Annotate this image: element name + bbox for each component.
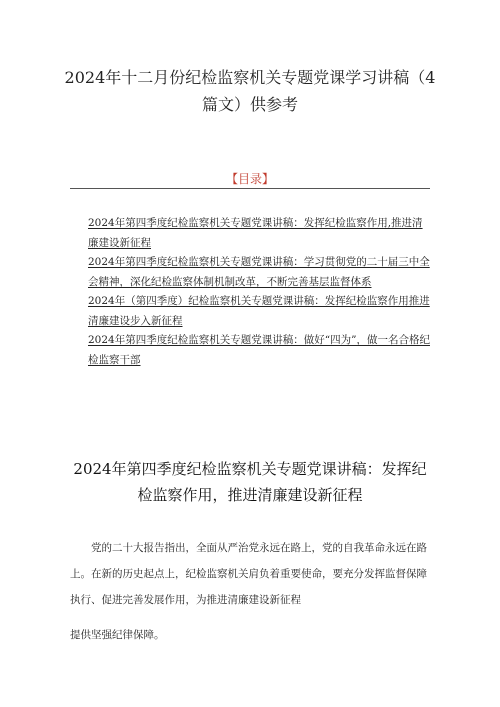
toc-item-1[interactable]: 2024年第四季度纪检监察机关专题党课讲稿：发挥纪检监察作用,推进清廉建设新征程 (88, 217, 423, 249)
toc-item-4[interactable]: 2024年第四季度纪检监察机关专题党课讲稿：做好“四为”，做一名合格纪检监察干部 (88, 334, 430, 366)
document-title: 2024年十二月份纪检监察机关专题党课学习讲稿（4篇文）供参考 (64, 68, 436, 114)
section-title: 2024年第四季度纪检监察机关专题党课讲稿：发挥纪检监察作用，推进清廉建设新征程 (73, 460, 427, 504)
body-paragraph-1: 党的二十大报告指出，全面从严治党永远在路上，党的自我革命永远在路上。在新的历史起点上，纪检监察机关肩负着重要使命，要充分发挥监督保障执行、促进完善发展作用，为推进清廉建设新征程 (70, 542, 427, 606)
toc-item-2[interactable]: 2024年第四季度纪检监察机关专题党课讲稿：学习贯彻党的二十届三中全会精神，深化纪检监察体制机制改革，不断完善基层监督体系 (88, 256, 430, 288)
toc-list (88, 214, 432, 370)
toc-item-3[interactable]: 2024年（第四季度）纪检监察机关专题党课讲稿：发挥纪检监察作用推进清廉建设步入新征程 (88, 295, 430, 327)
body-paragraph-2: 提供坚强纪律保障。 (70, 629, 165, 641)
toc-heading: 【目录】 (225, 172, 274, 186)
toc-divider (70, 188, 430, 189)
